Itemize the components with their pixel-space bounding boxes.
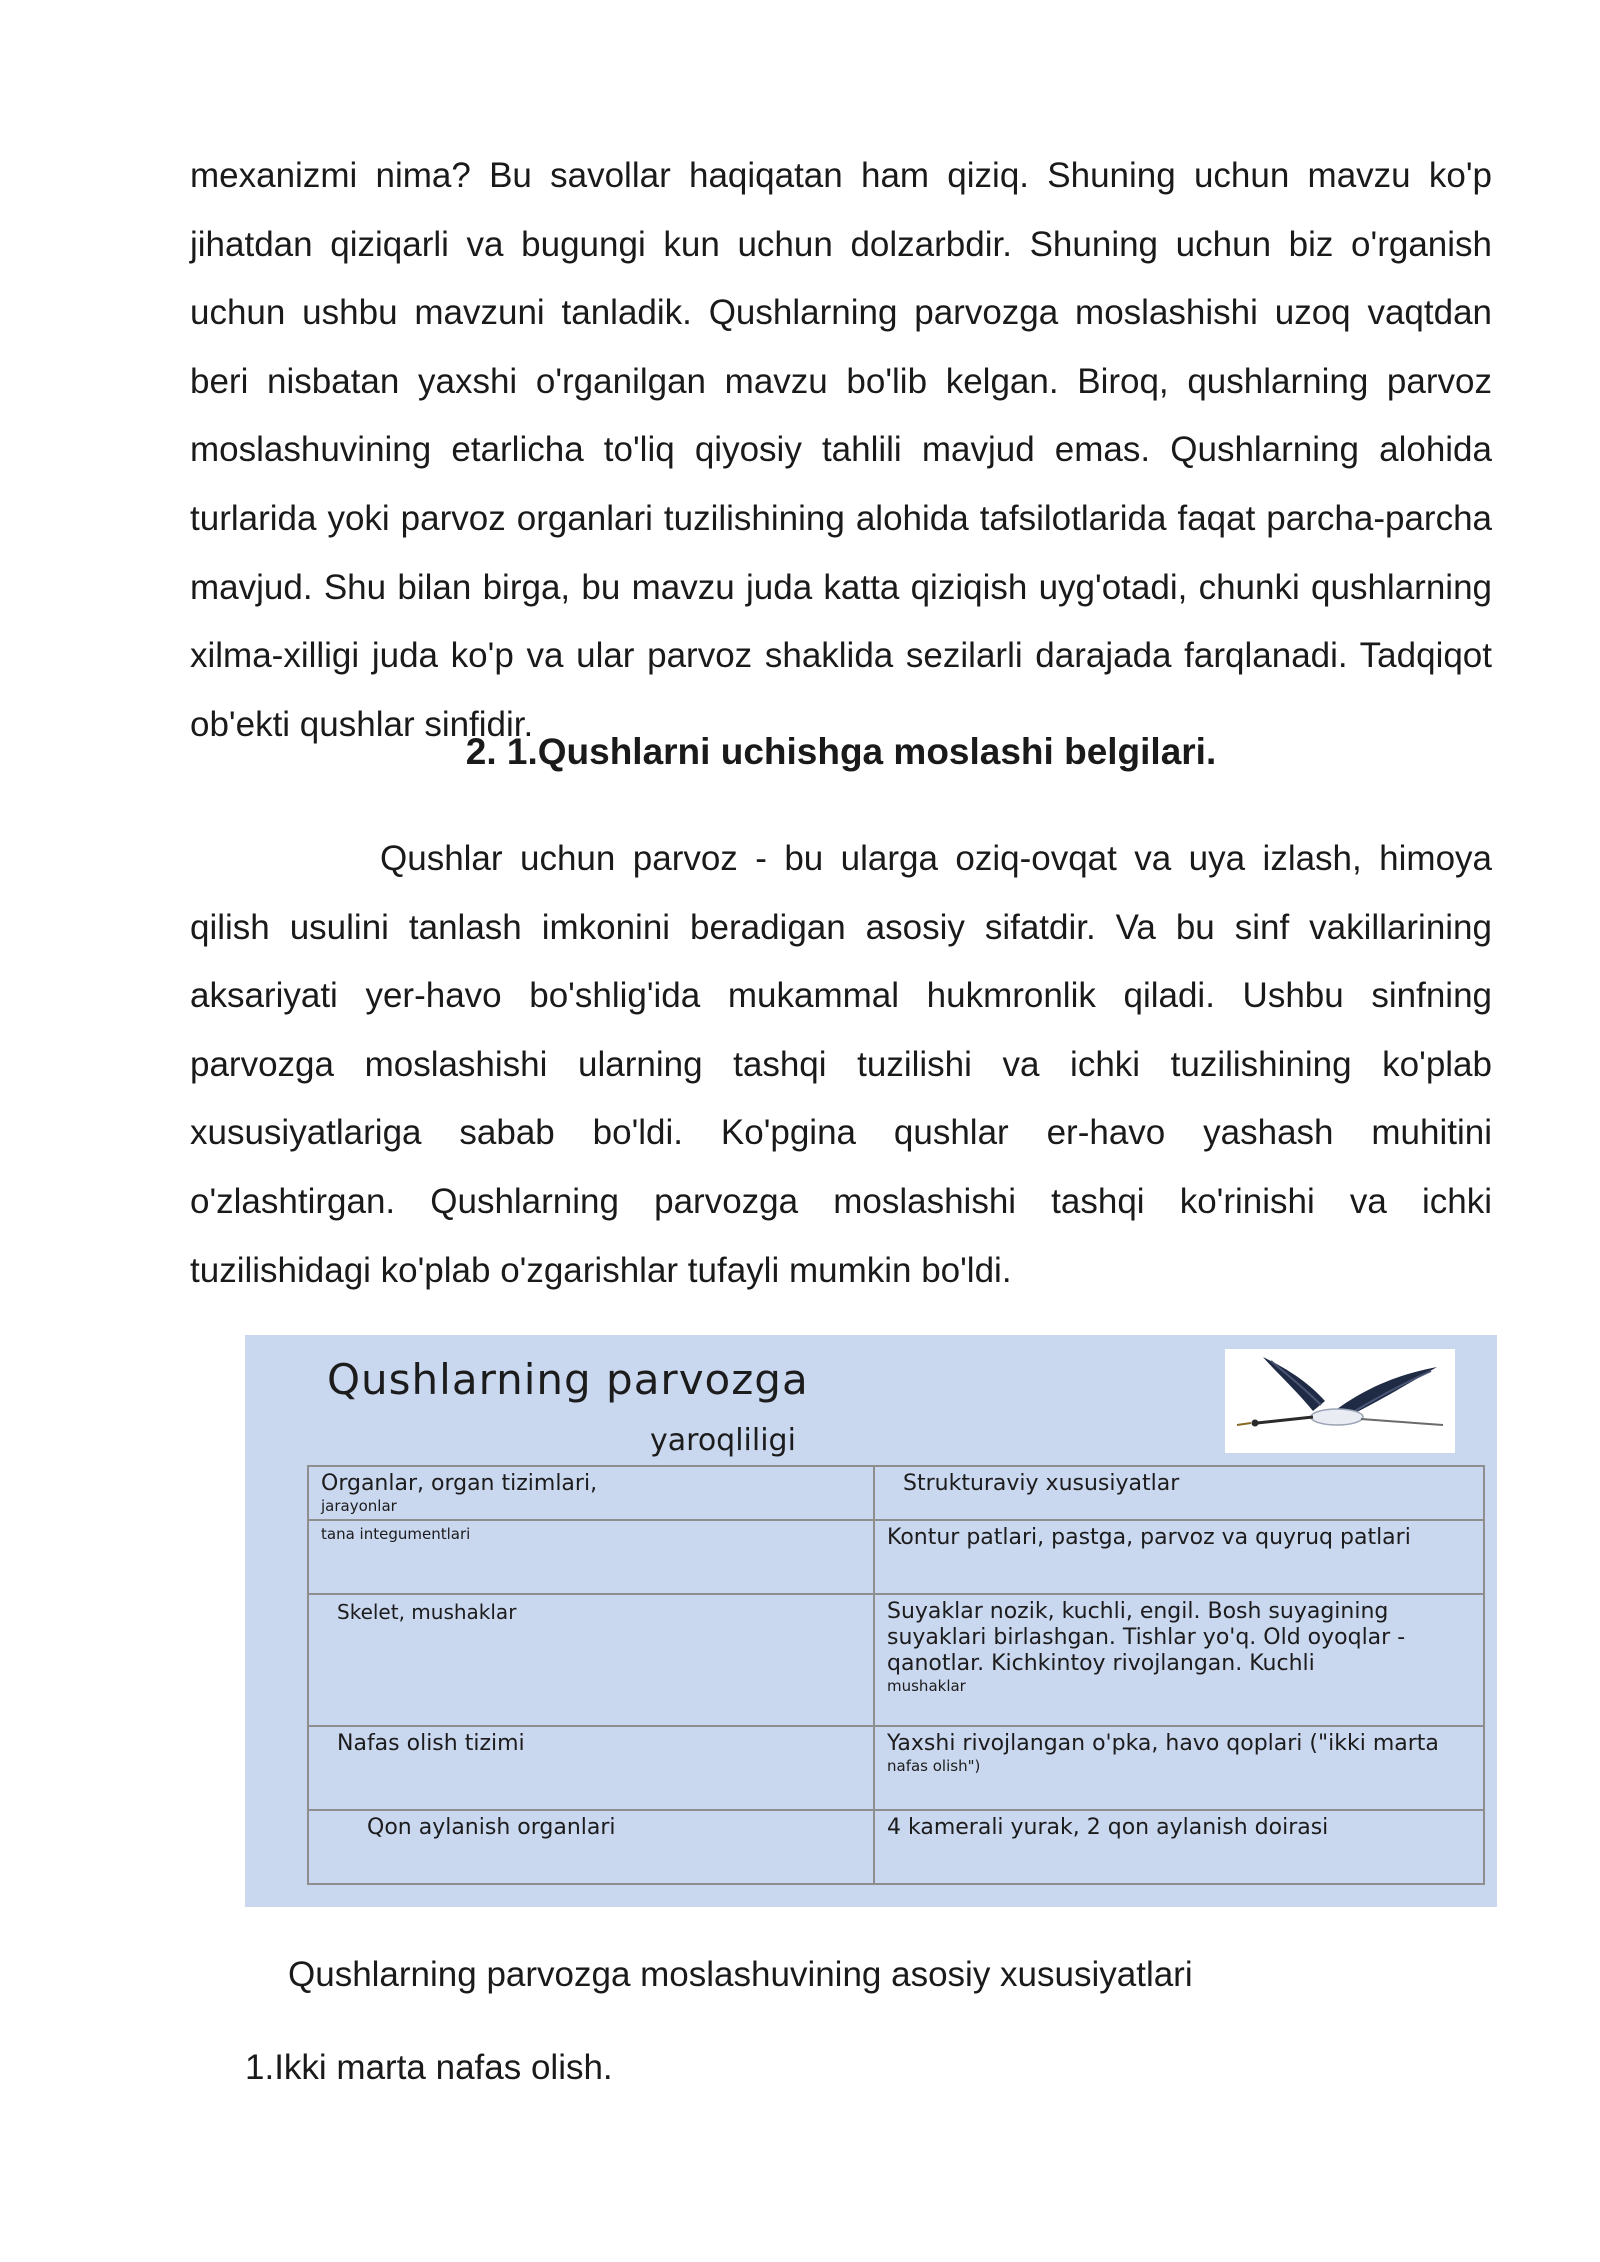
table-cell-organ: Skelet, mushaklar: [308, 1594, 874, 1726]
flying-crane-icon: [1225, 1349, 1455, 1453]
table-cell-features: [874, 1594, 1484, 1726]
table-cell-features: Kontur patlari, pastga, parvoz va quyruq patlari: [874, 1520, 1484, 1594]
section-heading: 2. 1.Qushlarni uchishga moslashi belgilari.: [465, 731, 1217, 772]
table-cell-features: 4 kamerali yurak, 2 qon aylanish doirasi: [874, 1810, 1484, 1884]
features-text: Suyaklar nozik, kuchli, engil. Bosh suyagining suyaklari birlashgan. Tishlar yo'q. Old oyoqlar - qanotlar. Kichkintoy rivojlangan. Kuchli: [887, 1599, 1406, 1676]
table-row: [308, 1594, 1484, 1726]
table-row: [308, 1520, 1484, 1594]
features-text: Yaxshi rivojlangan o'pka, havo qoplari ("ikki marta: [887, 1731, 1439, 1756]
table-row: [308, 1726, 1484, 1810]
list-item: 1.Ikki marta nafas olish.: [245, 2048, 613, 2087]
organ-label: tana integumentlari: [321, 1525, 471, 1543]
features-small: nafas olish"): [887, 1757, 981, 1775]
table-row: [308, 1810, 1484, 1884]
table-cell-organ: Nafas olish tizimi: [308, 1726, 874, 1810]
table-cell-features: [874, 1726, 1484, 1810]
body-paragraph-intro: mexanizmi nima? Bu savollar haqiqatan ham qiziq. Shuning uchun mavzu ko'p jihatdan qiziqarli va bugungi kun uchun dolzarbdir. Shuning uchun biz o'rganish uchun ushbu mavzuni tanladik. Qushlarning parvozga moslashishi uzoq vaqtdan beri nisbatan yaxshi o'rganilgan mavzu bo'lib kelgan. Biroq, qushlarning parvoz moslashuvining etarlicha to'liq qiyosiy tahlili mavjud emas. Qushlarning alohida turlarida yoki parvoz organlari tuzilishining alohida tafsilotlarida faqat parcha-parcha mavjud. Shu bilan birga, bu mavzu juda katta qiziqish uyg'otadi, chunki qushlarning xilma-xilligi juda ko'p va ular parvoz shaklida sezilarli darajada farqlanadi. Tadqiqot ob'ekti qushlar sinfidir.: [190, 156, 1492, 744]
slide-subtitle: yaroqliligi: [650, 1423, 796, 1458]
table-header-features: Strukturaviy xususiyatlar: [874, 1466, 1484, 1520]
header-organs-main: Organlar, organ tizimlari,: [321, 1471, 598, 1496]
table-header-row: [308, 1466, 1484, 1520]
slide-title: Qushlarning parvozga: [327, 1355, 809, 1404]
table-cell-organ: Qon aylanish organlari: [308, 1810, 874, 1884]
table-header-organs: [308, 1466, 874, 1520]
adaptations-table: [307, 1465, 1485, 1885]
features-small: mushaklar: [887, 1677, 966, 1695]
table-cell-organ: [308, 1520, 874, 1594]
header-organs-small: jarayonlar: [321, 1497, 397, 1515]
slide-image-flight-adaptations: [245, 1335, 1497, 1907]
body-paragraph-flight: Qushlar uchun parvoz - bu ularga oziq-ovqat va uya izlash, himoya qilish usulini tanlash imkonini beradigan asosiy sifatdir. Va bu sinf vakillarining aksariyati yer-havo bo'shlig'ida mukammal hukmronlik qiladi. Ushbu sinfning parvozga moslashishi ularning tashqi tuzilishi va ichki tuzilishining ko'plab xususiyatlariga sabab bo'ldi. Ko'pgina qushlar er-havo yashash muhitini o'zlashtirgan. Qushlarning parvozga moslashishi tashqi ko'rinishi va ichki tuzilishidagi ko'plab o'zgarishlar tufayli mumkin bo'ldi.: [190, 839, 1492, 1290]
figure-caption: Qushlarning parvozga moslashuvining asosiy xususiyatlari: [288, 1955, 1193, 1994]
